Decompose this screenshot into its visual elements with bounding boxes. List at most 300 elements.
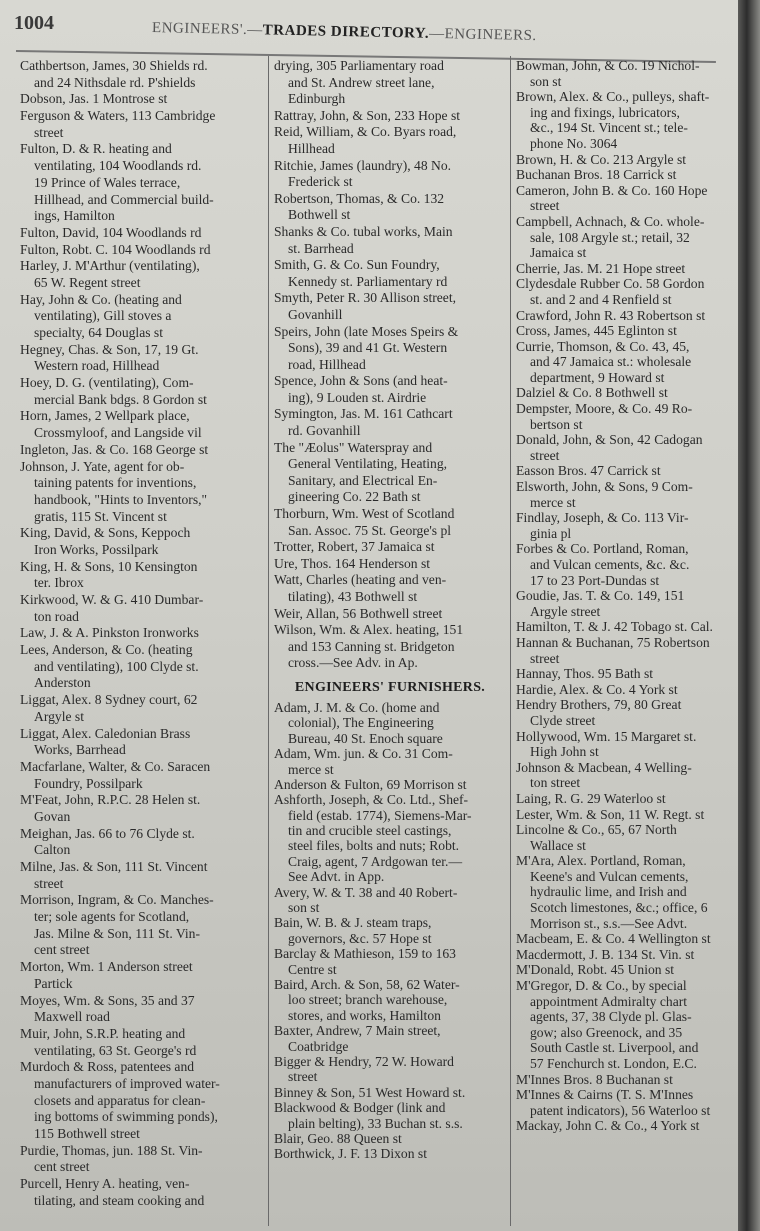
- entry-line: Easson Bros. 47 Carrick st: [516, 463, 661, 479]
- directory-entry: [20, 91, 265, 108]
- page-number: 1004: [14, 12, 54, 34]
- entry-line: rd. Govanhill: [288, 423, 361, 439]
- entry-line: Bigger & Hendry, 72 W. Howard: [274, 1053, 454, 1069]
- entry-line: gow; also Greenock, and 35: [530, 1024, 683, 1040]
- entry-line: ton street: [530, 775, 581, 791]
- entry-line: Meighan, Jas. 66 to 76 Clyde st.: [20, 825, 195, 841]
- entry-line: Anderston: [34, 675, 91, 691]
- entry-line: Reid, William, & Co. Byars road,: [274, 124, 457, 140]
- entry-line: Bureau, 40 St. Enoch square: [288, 730, 443, 746]
- directory-entry: [274, 506, 506, 539]
- entry-line: Partick: [34, 975, 73, 991]
- entry-line: cent street: [34, 1159, 90, 1175]
- entry-line: Govan: [34, 808, 71, 824]
- directory-entry: [274, 58, 506, 108]
- directory-entry: [516, 401, 736, 432]
- entry-line: M'Ara, Alex. Portland, Roman,: [516, 853, 686, 869]
- directory-entry: [20, 625, 265, 642]
- entry-line: Weir, Allan, 56 Bothwell street: [274, 605, 443, 621]
- directory-entry: [274, 792, 506, 884]
- entry-line: Maxwell road: [34, 1009, 110, 1025]
- entry-line: Muir, John, S.R.P. heating and: [20, 1025, 186, 1041]
- entry-line: The "Æolus" Waterspray and: [274, 439, 433, 455]
- entry-line: Thorburn, Wm. West of Scotland: [274, 506, 455, 522]
- entry-line: Brown, H. & Co. 213 Argyle st: [516, 151, 687, 167]
- entry-line: Macbeam, E. & Co. 4 Wellington st: [516, 931, 711, 947]
- entry-line: Cathbertson, James, 30 Shields rd.: [20, 58, 208, 73]
- entry-line: Ashforth, Joseph, & Co. Ltd., Shef-: [274, 792, 469, 808]
- entry-line: Iron Works, Possilpark: [34, 541, 159, 557]
- entry-line: department, 9 Howard st: [530, 369, 665, 385]
- entry-line: Johnson & Macbean, 4 Welling-: [516, 759, 692, 775]
- directory-entry: [516, 385, 736, 401]
- directory-entry: [20, 692, 265, 725]
- entry-line: Goudie, Jas. T. & Co. 149, 151: [516, 588, 685, 604]
- entry-line: closets and apparatus for clean-: [34, 1092, 206, 1108]
- entry-line: Jas. Milne & Son, 111 St. Vin-: [34, 925, 200, 941]
- entry-line: street: [530, 198, 560, 214]
- entry-line: Currie, Thomson, & Co. 43, 45,: [516, 338, 690, 354]
- directory-entry: [20, 959, 265, 992]
- entry-line: and Vulcan cements, &c. &c.: [530, 557, 690, 572]
- entry-line: Hannay, Thos. 95 Bath st: [516, 666, 654, 682]
- entry-line: Lester, Wm. & Son, 11 W. Regt. st: [516, 806, 705, 822]
- entry-line: appointment Admiralty chart: [530, 993, 688, 1009]
- entry-line: taining patents for inventions,: [34, 475, 197, 491]
- entry-line: ings, Hamilton: [34, 208, 115, 224]
- entry-line: sale, 108 Argyle st.; retail, 32: [530, 229, 690, 245]
- directory-entry: [20, 459, 265, 526]
- directory-entry: [274, 406, 506, 439]
- entry-line: colonial), The Engineering: [288, 715, 434, 731]
- entry-line: Johnson, J. Yate, agent for ob-: [20, 458, 185, 474]
- entry-line: Argyle street: [530, 603, 601, 619]
- directory-entry: [516, 666, 736, 682]
- entry-line: Cross, James, 445 Eglinton st: [516, 323, 677, 339]
- entry-line: Blackwood & Bodger (link and: [274, 1100, 446, 1116]
- directory-entry: [20, 642, 265, 692]
- directory-entry: [274, 257, 506, 290]
- directory-entry: [20, 826, 265, 859]
- entry-line: bertson st: [530, 416, 583, 432]
- directory-entry: [274, 373, 506, 406]
- entry-line: street: [530, 447, 560, 463]
- entry-line: Smith, G. & Co. Sun Foundry,: [274, 257, 440, 273]
- directory-entry: [274, 1085, 506, 1100]
- entry-line: Symington, Jas. M. 161 Cathcart: [274, 406, 453, 422]
- directory-entry: [274, 606, 506, 623]
- entry-line: agents, 37, 38 Clyde pl. Glas-: [530, 1009, 692, 1025]
- entry-line: Fulton, D. & R. heating and: [20, 141, 172, 157]
- entry-line: Adam, Wm. jun. & Co. 31 Com-: [274, 746, 453, 762]
- entry-line: Macdermott, J. B. 134 St. Vin. st: [516, 946, 695, 962]
- entry-line: &c., 194 St. Vincent st.; tele-: [530, 120, 688, 136]
- entry-line: M'Donald, Robt. 45 Union st: [516, 962, 675, 978]
- entry-line: Dobson, Jas. 1 Montrose st: [20, 91, 168, 107]
- book-spine-edge: [738, 0, 760, 1231]
- entry-line: Bowman, John, & Co. 19 Nichol-: [516, 58, 700, 73]
- directory-entry: [516, 931, 736, 947]
- entry-line: Argyle st: [34, 708, 84, 724]
- entry-line: Sons), 39 and 41 Gt. Western: [288, 340, 448, 356]
- entry-line: Mackay, John C. & Co., 4 York st: [516, 1118, 700, 1134]
- directory-entry: [274, 108, 506, 125]
- entry-line: Murdoch & Ross, patentees and: [20, 1059, 195, 1075]
- entry-line: Horn, James, 2 Wellpark place,: [20, 408, 190, 424]
- directory-entry: [516, 152, 736, 168]
- directory-entry: [516, 619, 736, 635]
- entry-line: Ferguson & Waters, 113 Cambridge: [20, 108, 216, 124]
- entry-line: Cherrie, Jas. M. 21 Hope street: [516, 260, 686, 276]
- entry-line: Calton: [34, 842, 71, 858]
- entry-line: Hoey, D. G. (ventilating), Com-: [20, 375, 194, 391]
- entry-line: Ritchie, James (laundry), 48 No.: [274, 157, 452, 173]
- directory-entry: [20, 442, 265, 459]
- entry-line: Adam, J. M. & Co. (home and: [274, 699, 440, 715]
- entry-line: Purcell, Henry A. heating, ven-: [20, 1176, 190, 1192]
- entry-line: Liggat, Alex. 8 Sydney court, 62: [20, 692, 198, 708]
- entry-line: Shanks & Co. tubal works, Main: [274, 223, 453, 239]
- entry-line: Donald, John, & Son, 42 Cadogan: [516, 432, 703, 448]
- entry-line: M'Feat, John, R.P.C. 28 Helen st.: [20, 792, 201, 808]
- entry-line: stores, and works, Hamilton: [288, 1007, 441, 1023]
- directory-entry: [516, 510, 736, 541]
- directory-entry: [516, 339, 736, 386]
- directory-entry: [274, 290, 506, 323]
- entry-line: Milne, Jas. & Son, 111 St. Vincent: [20, 859, 208, 874]
- entry-line: gratis, 115 St. Vincent st: [34, 508, 167, 524]
- entry-line: Ingleton, Jas. & Co. 168 George st: [20, 441, 209, 457]
- entry-line: Binney & Son, 51 West Howard st.: [274, 1084, 466, 1100]
- entry-line: son st: [288, 900, 320, 916]
- entry-line: Hollywood, Wm. 15 Margaret st.: [516, 728, 697, 744]
- directory-entry: [274, 1100, 506, 1131]
- entry-line: Edinburgh: [288, 91, 346, 107]
- entry-line: ventilating), Gill stoves a: [34, 308, 172, 324]
- entry-line: Purdie, Thomas, jun. 188 St. Vin-: [20, 1142, 203, 1158]
- entry-line: Hamilton, T. & J. 42 Tobago st. Cal.: [516, 619, 713, 635]
- entry-line: Frederick st: [288, 174, 353, 190]
- directory-entry: [20, 258, 265, 291]
- entry-line: cent street: [34, 942, 90, 958]
- directory-entry: [274, 324, 506, 374]
- directory-entry: [20, 1176, 265, 1209]
- entry-line: street: [34, 875, 64, 891]
- directory-entry: [20, 592, 265, 625]
- entry-line: son st: [530, 73, 562, 89]
- entry-line: road, Hillhead: [288, 356, 366, 372]
- column-rule: [510, 56, 511, 1226]
- directory-entry: [516, 697, 736, 728]
- entry-line: Morton, Wm. 1 Anderson street: [20, 959, 193, 975]
- entry-line: Brown, Alex. & Co., pulleys, shaft-: [516, 89, 710, 105]
- entry-line: and ventilating), 100 Clyde st.: [34, 658, 199, 674]
- directory-entry: [274, 158, 506, 191]
- entry-line: street: [530, 650, 560, 666]
- entry-line: Fulton, David, 104 Woodlands rd: [20, 224, 202, 240]
- directory-entry: [20, 292, 265, 342]
- entry-line: Blair, Geo. 88 Queen st: [274, 1130, 402, 1146]
- entry-line: Campbell, Achnach, & Co. whole-: [516, 213, 705, 229]
- directory-entry: [516, 463, 736, 479]
- entry-line: Rattray, John, & Son, 233 Hope st: [274, 107, 461, 123]
- entry-line: Moyes, Wm. & Sons, 35 and 37: [20, 992, 195, 1008]
- directory-entry: [516, 760, 736, 791]
- entry-line: Harley, J. M'Arthur (ventilating),: [20, 258, 200, 274]
- entry-line: Cameron, John B. & Co. 160 Hope: [516, 182, 708, 198]
- entry-line: ter; sole agents for Scotland,: [34, 909, 190, 925]
- entry-line: Bothwell st: [288, 207, 351, 223]
- entry-line: Hannan & Buchanan, 75 Robertson: [516, 634, 710, 650]
- entry-line: Buchanan Bros. 18 Carrick st: [516, 167, 677, 183]
- entry-line: Clydesdale Rubber Co. 58 Gordon: [516, 276, 705, 292]
- entry-line: Bain, W. B. & J. steam traps,: [274, 915, 432, 931]
- entry-line: Barclay & Mathieson, 159 to 163: [274, 946, 456, 962]
- entry-line: Baird, Arch. & Son, 58, 62 Water-: [274, 977, 460, 992]
- entry-line: and St. Andrew street lane,: [288, 74, 435, 90]
- directory-entry: [516, 947, 736, 963]
- directory-entry: [516, 58, 736, 89]
- directory-entry: [274, 539, 506, 556]
- entry-line: st. and 2 and 4 Renfield st: [530, 291, 672, 307]
- entry-line: and 153 Canning st. Bridgeton: [288, 638, 455, 654]
- entry-line: Smyth, Peter R. 30 Allison street,: [274, 290, 457, 306]
- directory-entry: [20, 559, 265, 592]
- directory-entry: [516, 1072, 736, 1088]
- entry-line: Law, J. & A. Pinkston Ironworks: [20, 625, 199, 641]
- entry-line: Sanitary, and Electrical En-: [288, 472, 438, 488]
- entry-line: street: [34, 124, 64, 140]
- entry-line: Govanhill: [288, 306, 343, 322]
- directory-entry: [516, 89, 736, 151]
- directory-entry: [516, 432, 736, 463]
- column-2: [274, 58, 506, 1162]
- entry-line: ing and fixings, lubricators,: [530, 104, 680, 120]
- running-head: [152, 20, 537, 45]
- column-rule: [268, 56, 269, 1226]
- entry-line: Wilson, Wm. & Alex. heating, 151: [274, 622, 464, 638]
- directory-entry: [20, 242, 265, 259]
- directory-entry: [20, 225, 265, 242]
- entry-line: M'Gregor, D. & Co., by special: [516, 978, 687, 994]
- entry-line: Jamaica st: [530, 245, 587, 261]
- entry-line: phone No. 3064: [530, 135, 618, 151]
- directory-entry: [516, 183, 736, 214]
- entry-line: 19 Prince of Wales terrace,: [34, 174, 181, 190]
- entry-line: General Ventilating, Heating,: [288, 456, 448, 472]
- entry-line: Watt, Charles (heating and ven-: [274, 572, 447, 588]
- entry-line: Works, Barrhead: [34, 742, 126, 758]
- directory-entry: [274, 885, 506, 916]
- column-1: [20, 58, 265, 1209]
- entry-line: and 47 Jamaica st.: wholesale: [530, 354, 692, 370]
- directory-entry: [274, 1023, 506, 1054]
- directory-entry: [274, 1054, 506, 1085]
- directory-entry: [516, 635, 736, 666]
- entry-line: manufacturers of improved water-: [34, 1075, 220, 1091]
- directory-entry: [20, 759, 265, 792]
- directory-entry: [516, 1118, 736, 1134]
- entry-line: ter. Ibrox: [34, 575, 84, 591]
- entry-line: specialty, 64 Douglas st: [34, 325, 163, 340]
- entry-line: Centre st: [288, 961, 337, 977]
- entry-line: King, David, & Sons, Keppoch: [20, 525, 191, 541]
- entry-line: handbook, "Hints to Inventors,": [34, 491, 208, 507]
- entry-line: Lincolne & Co., 65, 67 North: [516, 822, 677, 838]
- entry-line: Avery, W. & T. 38 and 40 Robert-: [274, 884, 458, 900]
- entry-line: Craig, agent, 7 Ardgowan ter.—: [288, 853, 463, 869]
- directory-entry: [274, 124, 506, 157]
- directory-entry: [20, 141, 265, 224]
- entry-line: merce st: [288, 761, 334, 777]
- directory-entry: [274, 622, 506, 672]
- directory-entry: [20, 1026, 265, 1059]
- directory-entry: [516, 167, 736, 183]
- directory-entry: [274, 746, 506, 777]
- entry-line: gineering Co. 22 Bath st: [288, 489, 421, 505]
- directory-entry: [274, 977, 506, 1023]
- entry-line: tilating), 43 Bothwell st: [288, 589, 418, 604]
- directory-entry: [516, 323, 736, 339]
- directory-entry: [516, 978, 736, 1072]
- entry-line: Findlay, Joseph, & Co. 113 Vir-: [516, 510, 689, 526]
- entry-line: M'Innes & Cairns (T. S. M'Innes: [516, 1087, 694, 1103]
- entry-line: tin and crucible steel castings,: [288, 823, 452, 839]
- entry-line: Foundry, Possilpark: [34, 775, 143, 791]
- entry-line: street: [288, 1069, 318, 1085]
- entry-line: Crossmyloof, and Langside vil: [34, 425, 202, 441]
- entry-line: and 24 Nithsdale rd. P'shields: [34, 74, 196, 90]
- directory-entry: [274, 1146, 506, 1161]
- directory-entry: [20, 108, 265, 141]
- entry-line: M'Innes Bros. 8 Buchanan st: [516, 1071, 673, 1087]
- directory-entry: [516, 729, 736, 760]
- entry-line: cross.—See Adv. in Ap.: [288, 655, 418, 671]
- directory-entry: [516, 682, 736, 698]
- entry-line: Macfarlane, Walter, & Co. Saracen: [20, 758, 211, 774]
- directory-entry: [516, 308, 736, 324]
- entry-line: tilating, and steam cooking and: [34, 1192, 205, 1208]
- directory-entry: [274, 191, 506, 224]
- entry-line: steel files, bolts and nuts; Robt.: [288, 838, 460, 854]
- directory-entry: [516, 807, 736, 823]
- entry-line: Speirs, John (late Moses Speirs &: [274, 323, 459, 339]
- directory-entry: [516, 541, 736, 588]
- directory-entry: [20, 892, 265, 959]
- directory-entry: [274, 700, 506, 746]
- running-head-center: TRADES DIRECTORY.: [262, 22, 430, 42]
- entry-line: mercial Bank bdgs. 8 Gordon st: [34, 391, 207, 407]
- directory-entry: [274, 572, 506, 605]
- directory-entry: [516, 479, 736, 510]
- directory-entry: [20, 1143, 265, 1176]
- directory-entry: [274, 946, 506, 977]
- entry-line: ton road: [34, 608, 79, 624]
- entry-line: 115 Bothwell street: [34, 1126, 140, 1141]
- directory-entry: [20, 1059, 265, 1142]
- entry-line: ventilating, 63 St. George's rd: [34, 1042, 197, 1058]
- running-head-right: —ENGINEERS.: [428, 25, 537, 45]
- directory-entry: [274, 224, 506, 257]
- entry-line: Kennedy st. Parliamentary rd: [288, 273, 448, 289]
- directory-entry: [516, 588, 736, 619]
- entry-line: ventilating, 104 Woodlands rd.: [34, 158, 202, 174]
- entry-line: Forbes & Co. Portland, Roman,: [516, 541, 689, 557]
- entry-line: Morrison st., s.s.—See Advt.: [530, 915, 688, 931]
- entry-line: Western road, Hillhead: [34, 358, 160, 374]
- entry-line: South Castle st. Liverpool, and: [530, 1040, 699, 1056]
- entry-line: Keene's and Vulcan cements,: [530, 868, 689, 884]
- directory-entry: [20, 58, 265, 91]
- column-3: [516, 58, 736, 1134]
- entry-line: Hegney, Chas. & Son, 17, 19 Gt.: [20, 341, 199, 357]
- entry-line: ing), 9 Louden st. Airdrie: [288, 389, 427, 405]
- directory-entry: [516, 214, 736, 261]
- directory-entry: [20, 375, 265, 408]
- running-head-left: ENGINEERS'.—: [151, 20, 263, 39]
- entry-line: Hardie, Alex. & Co. 4 York st: [516, 681, 678, 697]
- entry-line: ginia pl: [530, 525, 572, 541]
- directory-entry: [274, 1131, 506, 1146]
- entry-line: King, H. & Sons, 10 Kensington: [20, 558, 198, 574]
- directory-entry: [20, 993, 265, 1026]
- entry-line: Kirkwood, W. & G. 410 Dumbar-: [20, 592, 204, 607]
- entry-line: Morrison, Ingram, & Co. Manches-: [20, 892, 214, 908]
- entry-line: Anderson & Fulton, 69 Morrison st: [274, 776, 467, 792]
- entry-line: patent indicators), 56 Waterloo st: [530, 1102, 711, 1118]
- directory-entry: [20, 342, 265, 375]
- directory-entry: [274, 777, 506, 792]
- directory-entry: [20, 726, 265, 759]
- directory-entry: [20, 408, 265, 441]
- entry-line: 57 Fenchurch st. London, E.C.: [530, 1056, 697, 1071]
- directory-entry: [516, 1087, 736, 1118]
- entry-line: Baxter, Andrew, 7 Main street,: [274, 1023, 441, 1039]
- directory-entry: [274, 440, 506, 506]
- section-heading: ENGINEERS' FURNISHERS.: [294, 679, 486, 695]
- entry-line: 17 to 23 Port-Dundas st: [530, 572, 660, 588]
- entry-line: ing bottoms of swimming ponds),: [34, 1109, 218, 1125]
- directory-entry: [20, 859, 265, 892]
- directory-entry: [274, 556, 506, 573]
- entry-line: hydraulic lime, and Irish and: [530, 884, 687, 900]
- entry-line: Hay, John & Co. (heating and: [20, 291, 182, 307]
- entry-line: Hillhead, and Commercial build-: [34, 191, 214, 207]
- entry-line: Elsworth, John, & Sons, 9 Com-: [516, 479, 693, 495]
- entry-line: Lees, Anderson, & Co. (heating: [20, 642, 193, 658]
- entry-line: Liggat, Alex. Caledonian Brass: [20, 725, 191, 741]
- directory-entry: [516, 962, 736, 978]
- entry-line: San. Assoc. 75 St. George's pl: [288, 522, 452, 538]
- entry-line: loo street; branch warehouse,: [288, 992, 448, 1008]
- entry-line: Coatbridge: [288, 1038, 349, 1054]
- entry-line: Wallace st: [530, 837, 586, 853]
- directory-entry: [516, 276, 736, 307]
- entry-line: Spence, John & Sons (and heat-: [274, 373, 448, 389]
- entry-line: Hendry Brothers, 79, 80 Great: [516, 697, 682, 713]
- entry-line: High John st: [530, 744, 599, 760]
- entry-line: Robertson, Thomas, & Co. 132: [274, 190, 445, 206]
- entry-line: field (estab. 1774), Siemens-Mar-: [288, 807, 472, 823]
- entry-line: governors, &c. 57 Hope st: [288, 930, 432, 946]
- entry-line: Clyde street: [530, 712, 596, 728]
- entry-line: Crawford, John R. 43 Robertson st: [516, 307, 706, 323]
- entry-line: drying, 305 Parliamentary road: [274, 58, 444, 73]
- entry-line: Dalziel & Co. 8 Bothwell st: [516, 385, 668, 401]
- entry-line: plain belting), 33 Buchan st. s.s.: [288, 1115, 463, 1131]
- entry-line: Borthwick, J. F. 13 Dixon st: [274, 1146, 427, 1162]
- entry-line: Fulton, Robt. C. 104 Woodlands rd: [20, 241, 211, 257]
